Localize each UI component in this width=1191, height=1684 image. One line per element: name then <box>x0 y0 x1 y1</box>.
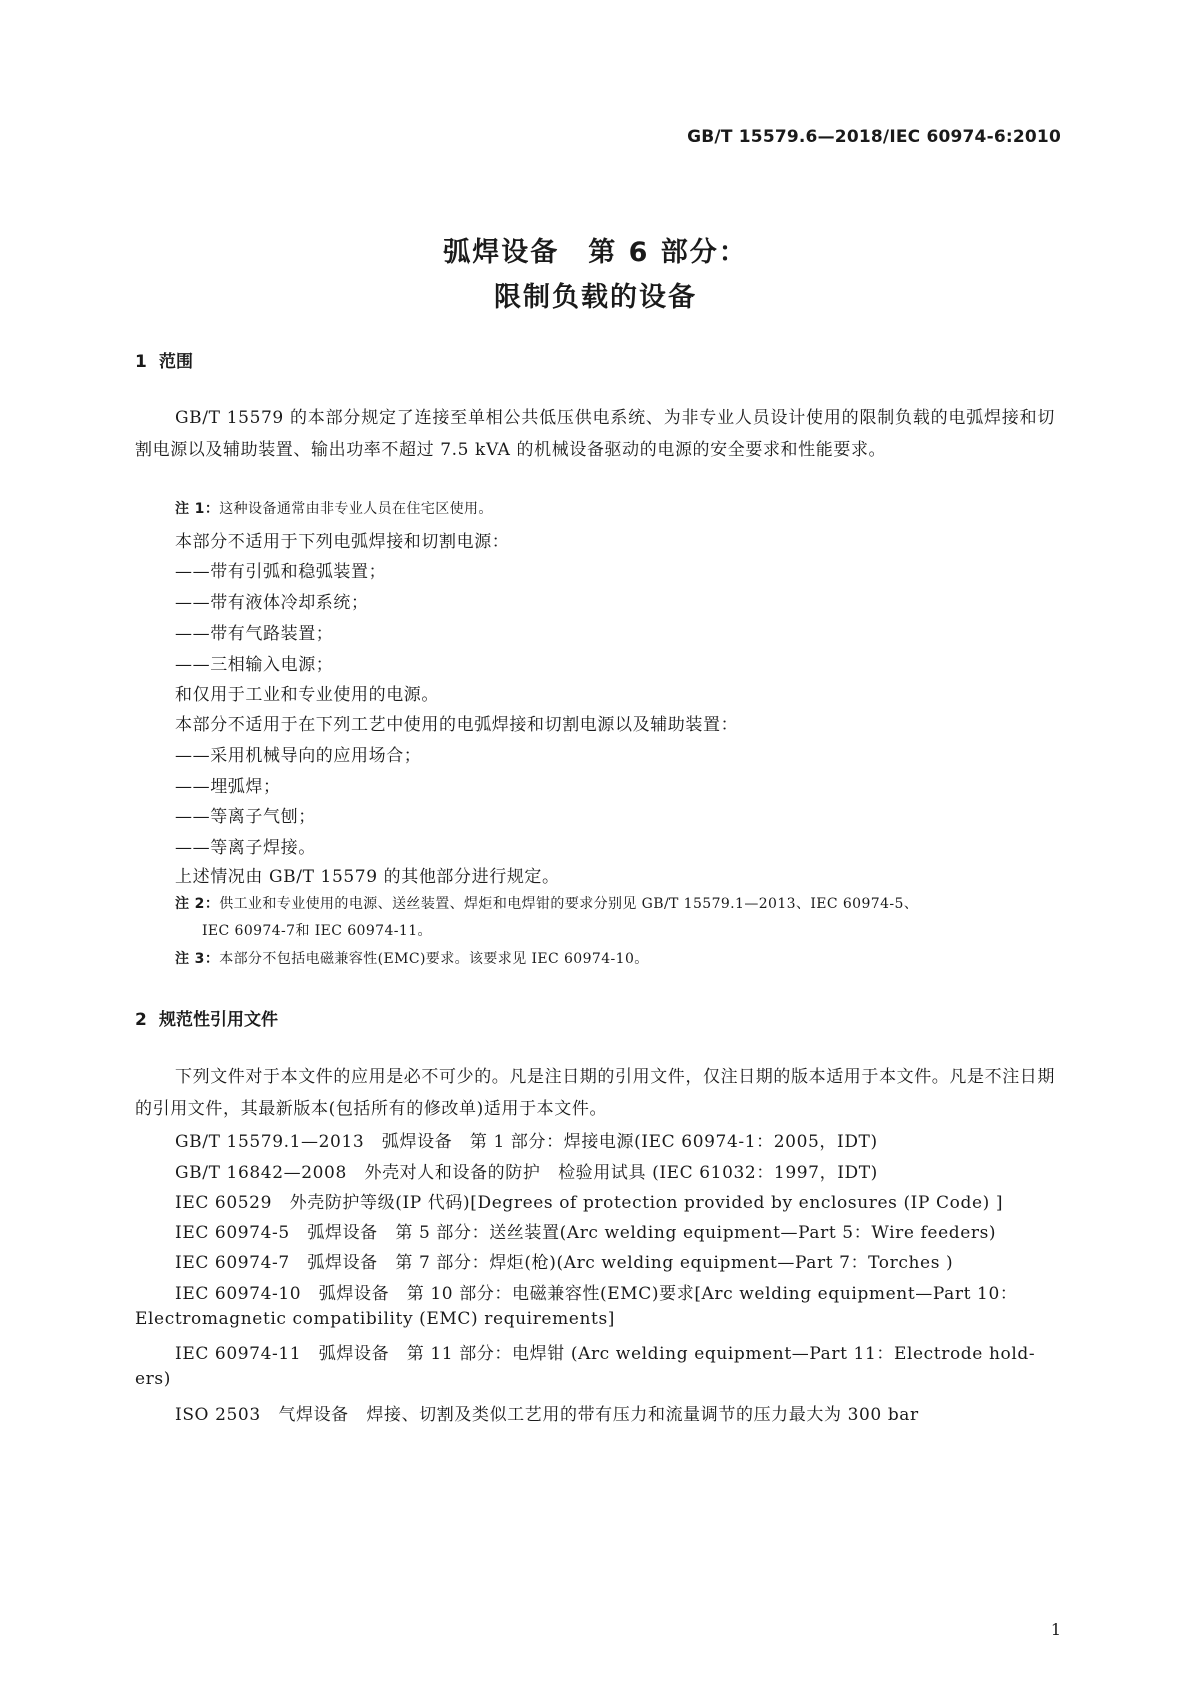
reference-item: IEC 60974-10 弧焊设备 第 10 部分：电磁兼容性(EMC)要求[Arc welding equipment—Part 10： <box>175 1284 1018 1304</box>
list-item: ——埋弧焊； <box>175 777 281 797</box>
exclusion-tail-1: 和仅用于工业和专业使用的电源。 <box>175 685 439 705</box>
note-1 <box>175 498 493 518</box>
reference-item: GB/T 15579.1—2013 弧焊设备 第 1 部分：焊接电源(IEC 60974-1：2005，IDT) <box>175 1132 878 1152</box>
exclusion-intro-2: 本部分不适用于在下列工艺中使用的电弧焊接和切割电源以及辅助装置： <box>175 715 739 735</box>
reference-item: IEC 60974-7 弧焊设备 第 7 部分：焊炬(枪)(Arc welding equipment—Part 7：Torches ) <box>175 1253 954 1273</box>
reference-item-continuation: ers) <box>135 1369 171 1389</box>
section-number: 1 <box>135 352 147 372</box>
list-item: ——采用机械导向的应用场合； <box>175 746 422 766</box>
normative-references-paragraph: 下列文件对于本文件的应用是必不可少的。凡是注日期的引用文件，仅注日期的版本适用于本文件。凡是不注日期的引用文件，其最新版本(包括所有的修改单)适用于本文件。 <box>135 1067 1055 1119</box>
reference-item: IEC 60974-11 弧焊设备 第 11 部分：电焊钳 (Arc welding equipment—Part 11：Electrode hold- <box>175 1344 1036 1364</box>
note-text: 供工业和专业使用的电源、送丝装置、焊炬和电焊钳的要求分别见 GB/T 15579.1—2013、IEC 60974-5、 <box>219 896 919 912</box>
standard-code: GB/T 15579.6—2018/IEC 60974-6:2010 <box>687 127 1061 147</box>
list-item: ——等离子气刨； <box>175 807 316 827</box>
note-label: 注 2： <box>175 896 220 912</box>
list-item: ——三相输入电源； <box>175 655 334 675</box>
section-title: 规范性引用文件 <box>159 1010 278 1030</box>
reference-item: GB/T 16842—2008 外壳对人和设备的防护 检验用试具 (IEC 61032：1997，IDT) <box>175 1163 878 1183</box>
exclusion-tail-2: 上述情况由 GB/T 15579 的其他部分进行规定。 <box>175 867 560 887</box>
section-2-heading <box>135 1005 278 1030</box>
document-title-line2: 限制负载的设备 <box>494 282 697 313</box>
note-2 <box>175 893 918 913</box>
list-item: ——带有液体冷却系统； <box>175 593 369 613</box>
list-item: ——等离子焊接。 <box>175 838 316 858</box>
section-1-heading <box>135 347 193 372</box>
reference-item: IEC 60529 外壳防护等级(IP 代码)[Degrees of protection provided by enclosures (IP Code) ] <box>175 1193 1004 1213</box>
reference-item-continuation: Electromagnetic compatibility (EMC) requirements] <box>135 1309 616 1329</box>
document-title-line1: 弧焊设备 第 6 部分： <box>443 237 748 268</box>
section-number: 2 <box>135 1010 147 1030</box>
note-3 <box>175 948 649 968</box>
note-label: 注 3： <box>175 951 220 967</box>
section-title: 范围 <box>159 352 193 372</box>
reference-item: IEC 60974-5 弧焊设备 第 5 部分：送丝装置(Arc welding equipment—Part 5：Wire feeders) <box>175 1223 997 1243</box>
exclusion-intro-1: 本部分不适用于下列电弧焊接和切割电源： <box>175 532 510 552</box>
reference-item: ISO 2503 气焊设备 焊接、切割及类似工艺用的带有压力和流量调节的压力最大为 300 bar <box>175 1405 919 1425</box>
note-label: 注 1： <box>175 501 220 517</box>
note-2-continuation: IEC 60974-7和 IEC 60974-11。 <box>202 923 432 939</box>
list-item: ——带有引弧和稳弧装置； <box>175 562 387 582</box>
scope-paragraph: GB/T 15579 的本部分规定了连接至单相公共低压供电系统、为非专业人员设计使用的限制负载的电弧焊接和切割电源以及辅助装置、输出功率不超过 7.5 kVA 的机械设备驱动的电源的安全要求和性能要求。 <box>135 408 1055 460</box>
list-item: ——带有气路装置； <box>175 624 334 644</box>
note-text: 这种设备通常由非专业人员在住宅区使用。 <box>219 501 493 517</box>
page-number: 1 <box>1050 1620 1061 1639</box>
note-text: 本部分不包括电磁兼容性(EMC)要求。该要求见 IEC 60974-10。 <box>219 951 649 967</box>
